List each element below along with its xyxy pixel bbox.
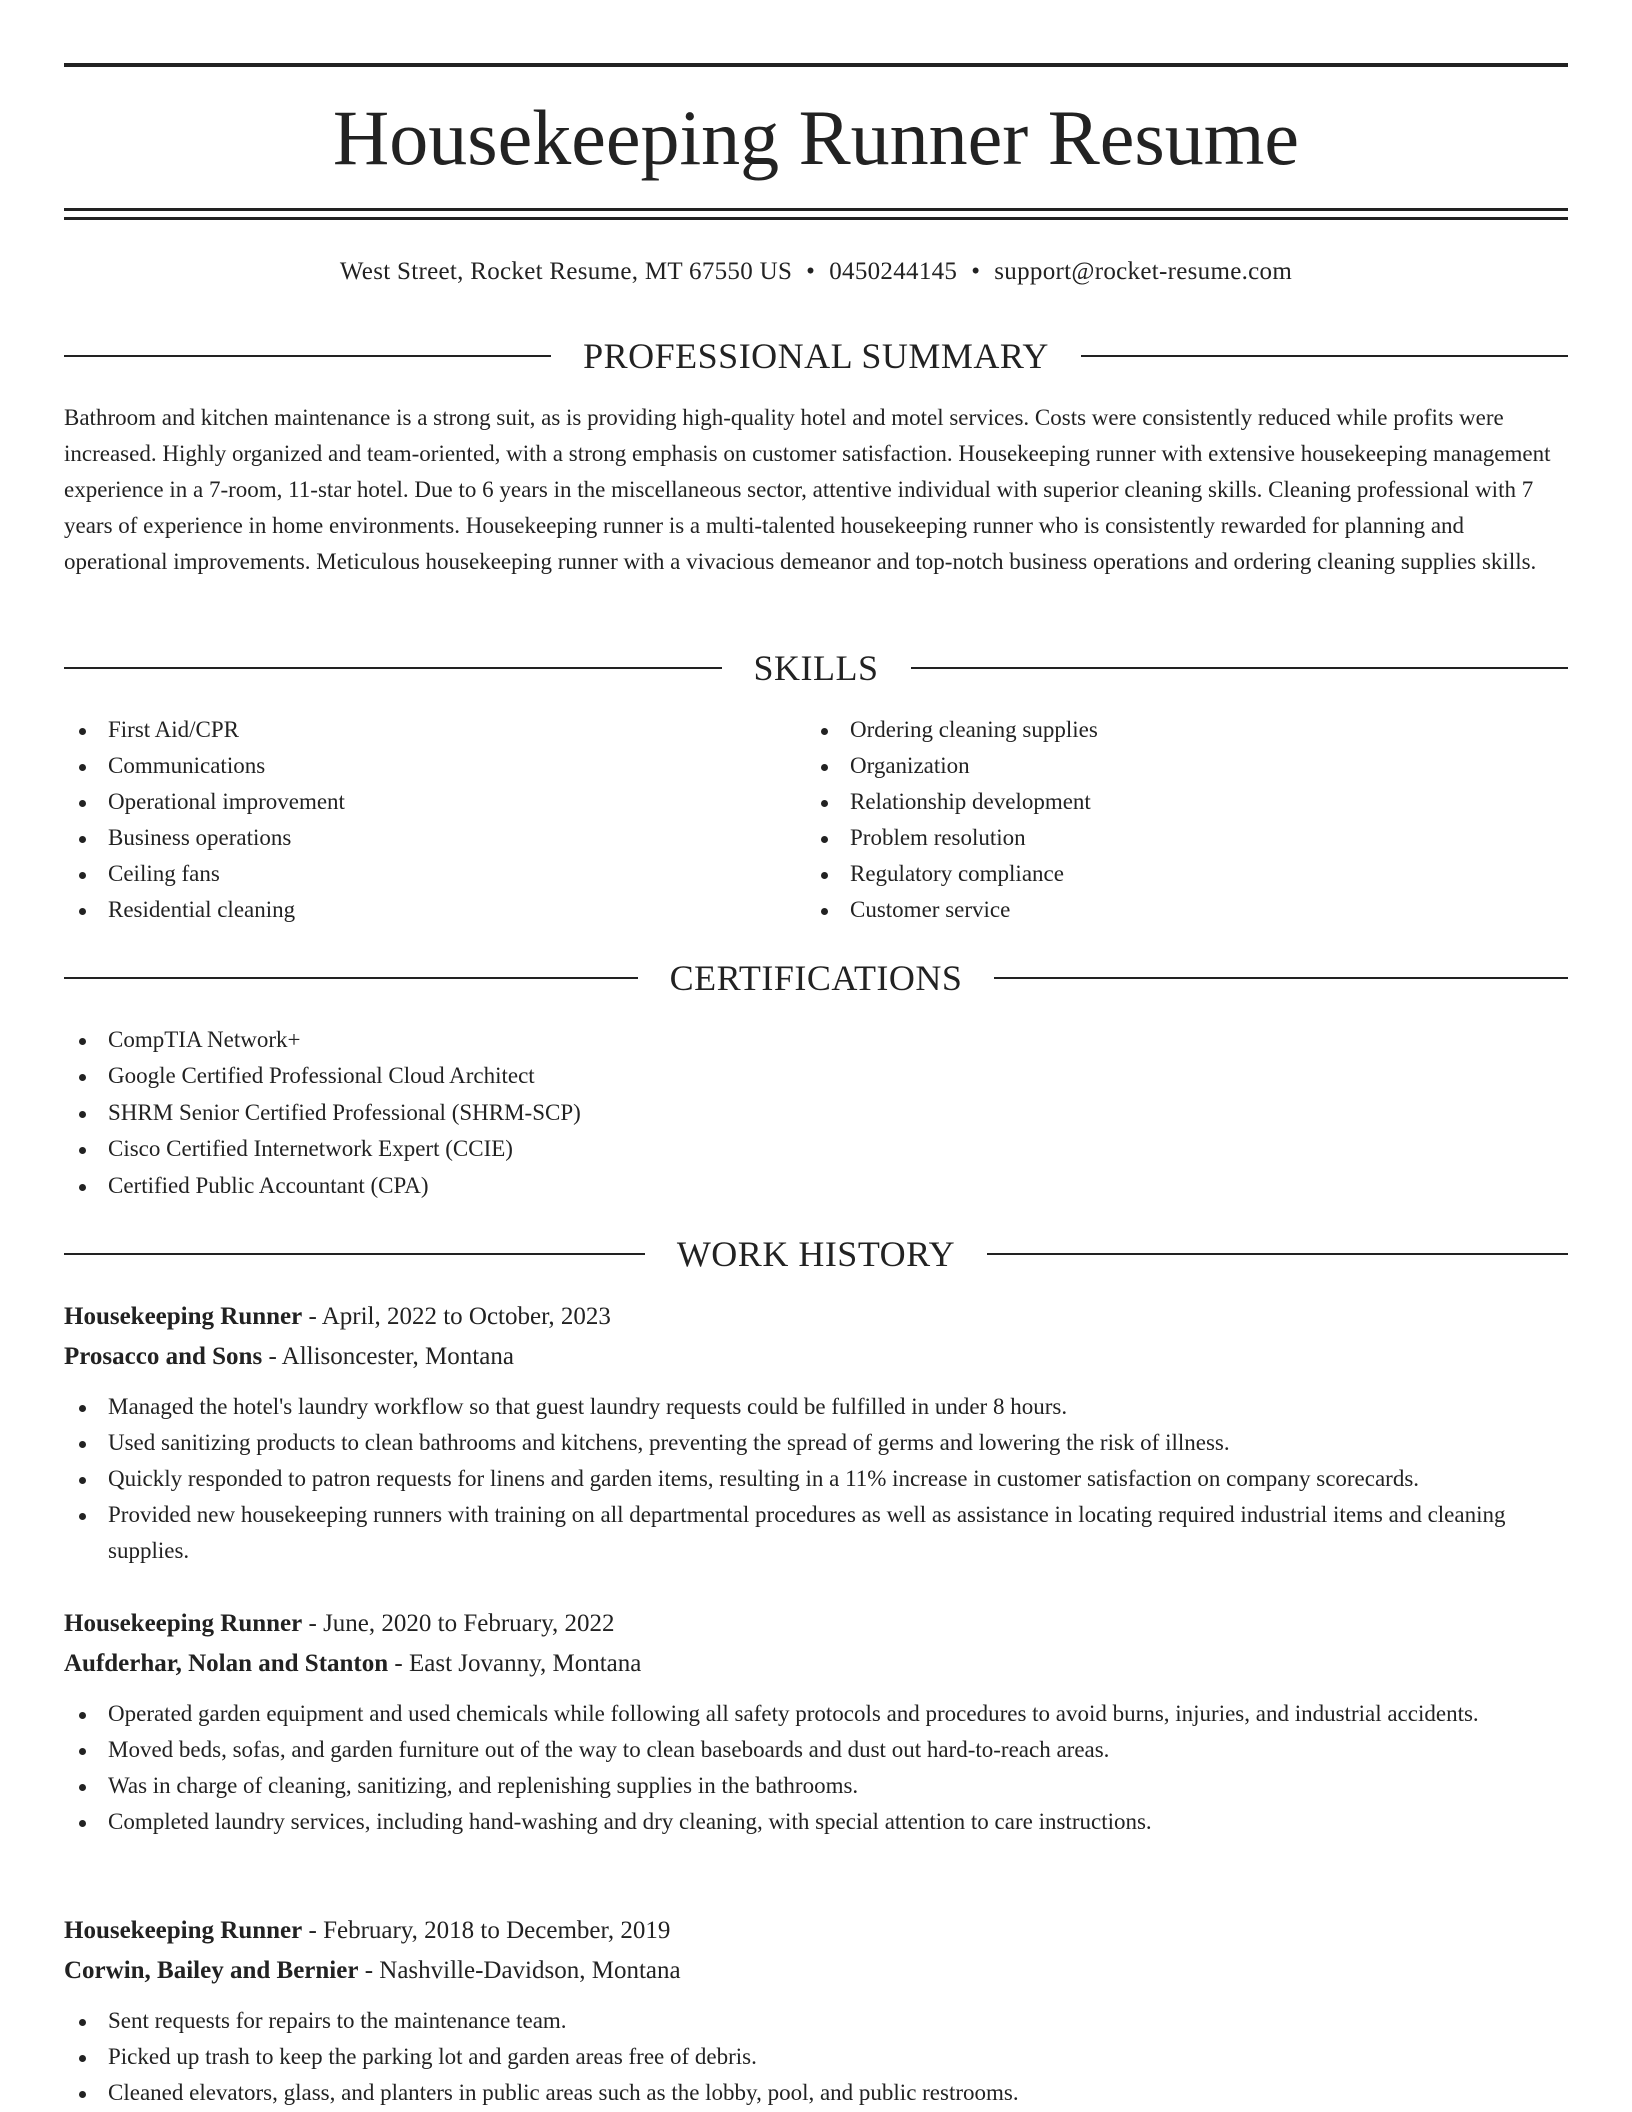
job-title: Housekeeping Runner: [64, 1610, 303, 1637]
job-bullet: Completed laundry services, including hand-washing and dry cleaning, with special attention to care instructions.: [64, 1804, 1568, 1840]
job-title-line: Housekeeping Runner - June, 2020 to February, 2022: [64, 1610, 615, 1637]
skill-item: Relationship development: [806, 784, 1506, 820]
skill-item: Organization: [806, 748, 1506, 784]
section-rule: [987, 1253, 1568, 1255]
job-bullet: Operated garden equipment and used chemicals while following all safety protocols and procedures to avoid burns, injuries, and industrial accidents.: [64, 1696, 1568, 1732]
job-dates: February, 2018 to December, 2019: [323, 1917, 671, 1944]
job-bullets: [64, 1696, 1568, 1840]
top-rule: [64, 63, 1568, 67]
certifications-list: [64, 1022, 1568, 1204]
job-bullet: Was in charge of cleaning, sanitizing, and replenishing supplies in the bathrooms.: [64, 1768, 1568, 1804]
job-location: East Jovanny, Montana: [409, 1650, 642, 1677]
skill-item: Problem resolution: [806, 820, 1506, 856]
skill-item: Communications: [64, 748, 764, 784]
job-bullets: [64, 2003, 1568, 2111]
job-bullet: Sent requests for repairs to the maintenance team.: [64, 2003, 1568, 2039]
section-rule: [911, 667, 1569, 669]
job-title-line: Housekeeping Runner - February, 2018 to December, 2019: [64, 1917, 671, 1944]
certification-item: Certified Public Accountant (CPA): [64, 1168, 1568, 1204]
section-title: SKILLS: [753, 648, 879, 688]
section-rule: [994, 977, 1568, 979]
section-rule: [64, 667, 722, 669]
section-rule: [64, 355, 551, 357]
skill-item: First Aid/CPR: [64, 712, 764, 748]
certification-item: Cisco Certified Internetwork Expert (CCIE): [64, 1131, 1568, 1167]
section-title: PROFESSIONAL SUMMARY: [583, 336, 1049, 376]
skill-item: Ceiling fans: [64, 856, 764, 892]
skill-item: Operational improvement: [64, 784, 764, 820]
section-header-certifications: [64, 953, 1568, 1003]
contact-address: West Street, Rocket Resume, MT 67550 US: [339, 258, 793, 285]
job-bullet: Provided new housekeeping runners with training on all departmental procedures as well as assistance in locating required industrial items and cleaning supplies.: [64, 1497, 1568, 1569]
job-company: Aufderhar, Nolan and Stanton: [64, 1650, 389, 1677]
skill-item: Customer service: [806, 892, 1506, 928]
contact-line: [64, 254, 1568, 290]
job-company: Corwin, Bailey and Bernier: [64, 1957, 359, 1984]
job-bullet: Quickly responded to patron requests for linens and garden items, resulting in a 11% increase in customer satisfaction on company scorecards.: [64, 1461, 1568, 1497]
section-header-summary: [64, 331, 1568, 381]
section-title: CERTIFICATIONS: [669, 958, 963, 998]
contact-phone: 0450244145: [829, 258, 958, 285]
job-location: Nashville-Davidson, Montana: [379, 1957, 681, 1984]
section-rule: [64, 1253, 645, 1255]
section-rule: [64, 977, 638, 979]
job-bullet: Cleaned elevators, glass, and planters in public areas such as the lobby, pool, and public restrooms.: [64, 2075, 1568, 2111]
job-company-line: Prosacco and Sons - Allisoncester, Montana: [64, 1343, 514, 1370]
section-title: WORK HISTORY: [676, 1234, 956, 1274]
section-rule: [1081, 355, 1568, 357]
job-bullet: Picked up trash to keep the parking lot and garden areas free of debris.: [64, 2039, 1568, 2075]
job-bullet: Used sanitizing products to clean bathrooms and kitchens, preventing the spread of germs and lowering the risk of illness.: [64, 1425, 1568, 1461]
skill-item: Regulatory compliance: [806, 856, 1506, 892]
contact-separator: •: [806, 258, 816, 285]
skill-item: Residential cleaning: [64, 892, 764, 928]
job-company-line: Aufderhar, Nolan and Stanton - East Jovanny, Montana: [64, 1650, 642, 1677]
contact-email: support@rocket-resume.com: [994, 258, 1293, 285]
resume-title: Housekeeping Runner Resume: [332, 94, 1300, 181]
job-location: Allisoncester, Montana: [281, 1343, 514, 1370]
job-entry: [64, 1297, 1568, 1569]
title-double-rule: [64, 208, 1568, 220]
skill-item: Business operations: [64, 820, 764, 856]
section-header-work-history: [64, 1229, 1568, 1279]
contact-separator: •: [971, 258, 981, 285]
job-bullet: Managed the hotel's laundry workflow so that guest laundry requests could be fulfilled in under 8 hours.: [64, 1389, 1568, 1425]
skills-list-right: [806, 712, 1506, 928]
job-title-line: Housekeeping Runner - April, 2022 to October, 2023: [64, 1303, 611, 1330]
certification-item: Google Certified Professional Cloud Architect: [64, 1058, 1568, 1094]
job-entry: [64, 1604, 1568, 1840]
job-entry: [64, 1911, 1568, 2111]
job-company: Prosacco and Sons: [64, 1343, 263, 1370]
section-header-skills: [64, 643, 1568, 693]
skills-list-left: [64, 712, 764, 928]
job-company-line: Corwin, Bailey and Bernier - Nashville-Davidson, Montana: [64, 1957, 681, 1984]
summary-paragraph: Bathroom and kitchen maintenance is a strong suit, as is providing high-quality hotel and motel services. Costs were consistently reduced while profits were increased. Highly organized and team-oriented, with a strong emphasis on customer satisfaction. Housekeeping runner with extensive housekeeping management experience in a 7-room, 11-star hotel. Due to 6 years in the miscellaneous sector, attentive individual with superior cleaning skills. Cleaning professional with 7 years of experience in home environments. Housekeeping runner is a multi-talented housekeeping runner who is consistently rewarded for planning and operational improvements. Meticulous housekeeping runner with a vivacious demeanor and top-notch business operations and ordering cleaning supplies skills.: [64, 405, 1551, 574]
certification-item: SHRM Senior Certified Professional (SHRM-SCP): [64, 1095, 1568, 1131]
job-title: Housekeeping Runner: [64, 1917, 303, 1944]
job-bullet: Moved beds, sofas, and garden furniture out of the way to clean baseboards and dust out hard-to-reach areas.: [64, 1732, 1568, 1768]
job-title: Housekeeping Runner: [64, 1303, 303, 1330]
job-dates: June, 2020 to February, 2022: [323, 1610, 615, 1637]
certification-item: CompTIA Network+: [64, 1022, 1568, 1058]
job-bullets: [64, 1389, 1568, 1569]
skill-item: Ordering cleaning supplies: [806, 712, 1506, 748]
job-dates: April, 2022 to October, 2023: [321, 1303, 611, 1330]
